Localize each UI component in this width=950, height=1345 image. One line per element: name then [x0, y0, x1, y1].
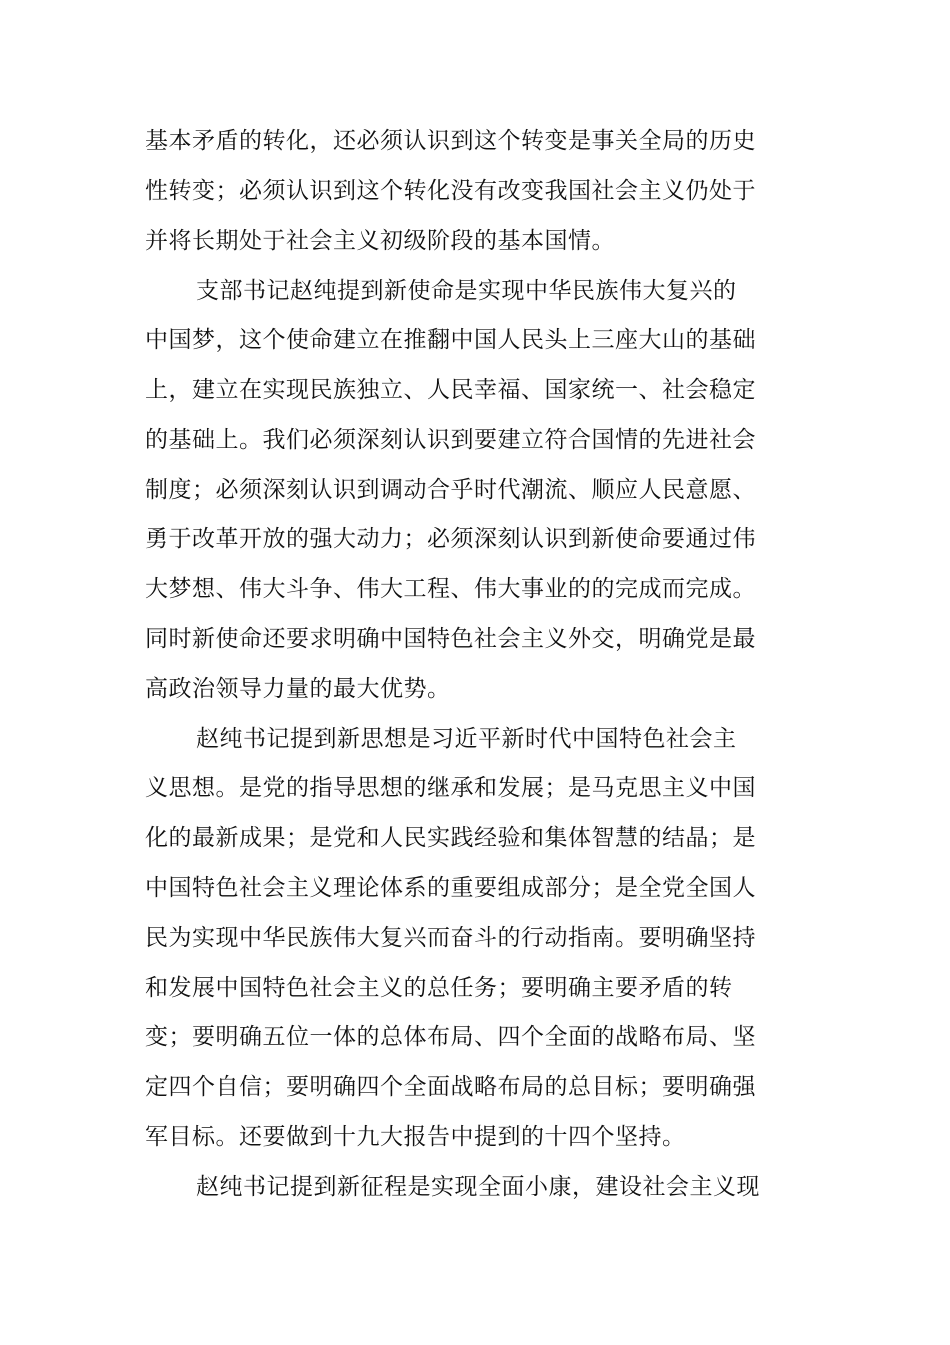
text-line: 变；要明确五位一体的总体布局、四个全面的战略布局、坚: [145, 1024, 756, 1050]
text-line: 化的最新成果；是党和人民实践经验和集体智慧的结晶；是: [145, 825, 756, 851]
text-line: 勇于改革开放的强大动力；必须深刻认识到新使命要通过伟: [145, 526, 756, 552]
text-line: 制度；必须深刻认识到调动合乎时代潮流、顺应人民意愿、: [145, 477, 756, 503]
text-line: 上，建立在实现民族独立、人民幸福、国家统一、社会稳定: [145, 377, 756, 403]
text-line: 和发展中国特色社会主义的总任务；要明确主要矛盾的转: [145, 975, 733, 1001]
text-line: 性转变；必须认识到这个转化没有改变我国社会主义仍处于: [145, 178, 756, 204]
paragraph-first-line: 支部书记赵纯提到新使命是实现中华民族伟大复兴的: [196, 278, 737, 304]
paragraph-first-line: 赵纯书记提到新思想是习近平新时代中国特色社会主: [196, 726, 737, 752]
text-line: 的基础上。我们必须深刻认识到要建立符合国情的先进社会: [145, 427, 756, 453]
text-line: 义思想。是党的指导思想的继承和发展；是马克思主义中国: [145, 775, 756, 801]
text-line: 基本矛盾的转化，还必须认识到这个转变是事关全局的历史: [145, 128, 756, 154]
paragraph-first-line: 赵纯书记提到新征程是实现全面小康，建设社会主义现: [196, 1174, 760, 1200]
text-line: 定四个自信；要明确四个全面战略布局的总目标；要明确强: [145, 1074, 756, 1100]
text-line: 中国梦，这个使命建立在推翻中国人民头上三座大山的基础: [145, 327, 756, 353]
text-line: 民为实现中华民族伟大复兴而奋斗的行动指南。要明确坚持: [145, 925, 756, 951]
text-line: 中国特色社会主义理论体系的重要组成部分；是全党全国人: [145, 875, 756, 901]
text-line: 同时新使命还要求明确中国特色社会主义外交，明确党是最: [145, 626, 756, 652]
text-line: 并将长期处于社会主义初级阶段的基本国情。: [145, 228, 615, 254]
text-line: 军目标。还要做到十九大报告中提到的十四个坚持。: [145, 1124, 686, 1150]
text-line: 高政治领导力量的最大优势。: [145, 676, 451, 702]
text-line: 大梦想、伟大斗争、伟大工程、伟大事业的的完成而完成。: [145, 576, 756, 602]
